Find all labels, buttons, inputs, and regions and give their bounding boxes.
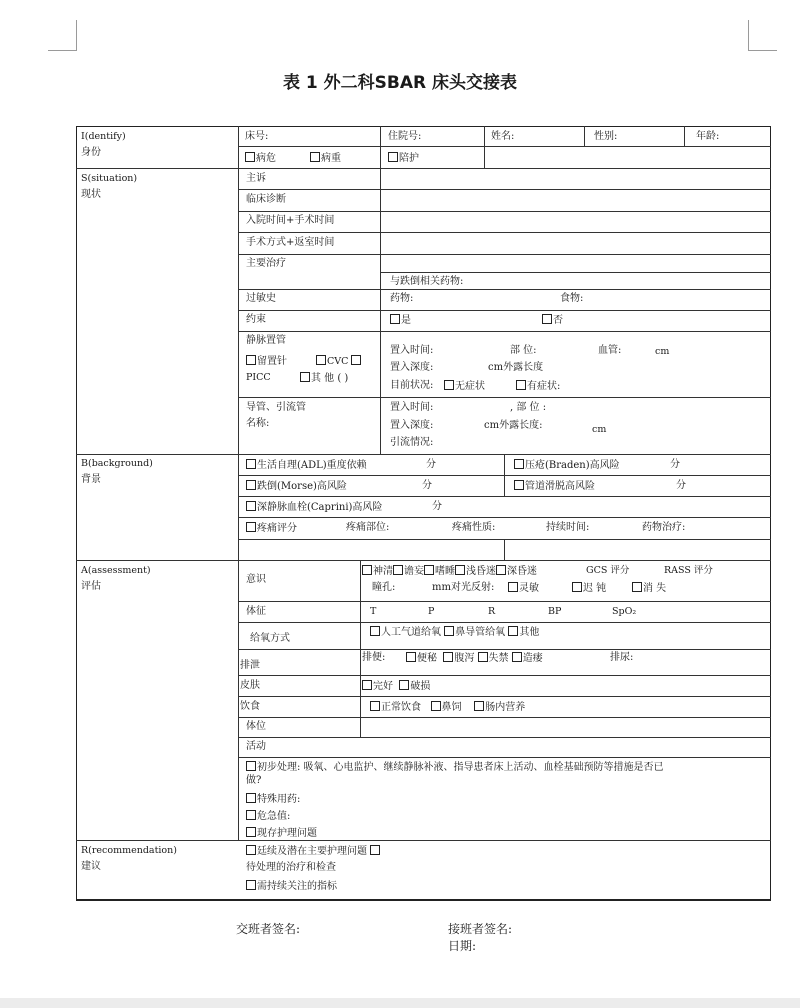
critical-value-checkbox[interactable]: 危急值: [246,810,290,823]
pain-score-checkbox[interactable]: 疼痛评分 [246,522,297,535]
slip-score-unit: 分 [676,480,686,491]
pupil-slow-checkbox[interactable]: 迟 钝 [572,582,606,595]
rass-score-field[interactable]: RASS 评分 [664,565,713,576]
vital-respiration[interactable]: R [488,606,496,617]
checkbox-box[interactable] [388,152,398,162]
iv-title: 静脉置管 [246,335,286,346]
checkbox-box[interactable] [390,314,400,324]
monitor-indicator-checkbox[interactable]: 需持续关注的指标 [246,880,337,893]
pain-drug-field[interactable]: 药物治疗: [642,522,686,533]
situation-label: S(situation) [81,173,138,184]
background-label: B(background) [81,458,153,469]
iv-time-field[interactable]: 置入时间: [390,345,434,356]
diet-label: 饮食 [240,701,260,712]
assessment-label: A(assessment) [81,565,151,576]
fall-drugs-field[interactable]: 与跌倒相关药物: [390,276,464,287]
handover-signature-field[interactable]: 交班者签名: [236,922,301,936]
col-divider [484,126,485,168]
drain-ext-field[interactable]: cm外露长度: [484,420,543,431]
activity-label: 活动 [246,741,266,752]
form-title: 表 1 外二科SBAR 床头交接表 [282,73,518,93]
checkbox-box[interactable] [516,380,526,390]
row-divider [238,517,771,518]
receiver-signature-field[interactable]: 接班者签名: [448,922,513,936]
nursing-problem-checkbox[interactable]: 现存护理问题 [246,827,317,840]
checkbox-box[interactable] [246,810,256,820]
checkbox-box[interactable] [443,652,453,662]
morse-checkbox[interactable]: 跌倒(Morse)高风险 [246,480,347,493]
checkbox-box[interactable] [370,845,380,855]
vital-blood-pressure[interactable]: BP [548,606,562,617]
row-divider [238,696,771,697]
main-treatment-label: 主要治疗 [246,258,286,269]
admission-time-label: 入院时间+手术时间 [246,215,335,226]
checkbox-box[interactable] [246,459,256,469]
oxygen-options[interactable]: 人工气道给氧 鼻导管给氧 其他 [370,626,539,639]
col-divider [684,126,685,146]
checkbox-box[interactable] [444,380,454,390]
row-divider [238,397,771,398]
skin-options[interactable]: 完好 破损 [362,680,430,693]
checkbox-box[interactable] [512,652,522,662]
date-field[interactable]: 日期: [448,939,477,953]
caprini-score-unit: 分 [432,501,442,512]
checkbox-box[interactable] [246,845,256,855]
pain-duration-field[interactable]: 持续时间: [546,522,590,533]
row-divider [380,272,771,273]
drain-status-field[interactable]: 引流情况: [390,437,434,448]
row-divider [238,310,771,311]
checkbox-box[interactable] [478,652,488,662]
row-divider [238,211,771,212]
recommendation-sub: 建议 [81,861,101,872]
drain-title: 导管、引流管 [246,402,306,413]
checkbox-box[interactable] [246,827,256,837]
pupil-field[interactable]: 瞳孔: [372,582,396,593]
slip-checkbox[interactable]: 管道滑脱高风险 [514,480,595,493]
checkbox-box[interactable] [310,152,320,162]
braden-score-unit: 分 [670,459,680,470]
vital-temperature[interactable]: T [370,606,377,617]
escort-checkbox[interactable]: 陪护 [388,152,419,165]
sbar-table [76,126,771,901]
checkbox-box[interactable] [246,355,256,365]
urine-field[interactable]: 排尿: [610,652,634,663]
identify-sub: 身份 [81,147,101,158]
row-divider [238,649,771,650]
pupil-sensitive-checkbox[interactable]: 灵敏 [508,582,539,595]
row-divider [238,146,771,147]
checkbox-box[interactable] [246,761,256,771]
col-divider [380,126,381,168]
row-divider [238,232,771,233]
patient-name-field[interactable]: 姓名: [491,131,515,142]
checkbox-box[interactable] [300,372,310,382]
position-label: 体位 [246,721,266,732]
iv-depth-field[interactable]: 置入深度: [390,362,434,373]
iv-ext-field[interactable]: cm外露长度 [488,362,544,373]
excretion-options[interactable]: 便秘 腹泻 失禁 造瘘 [406,652,543,665]
iv-cvc-checkbox[interactable]: CVC [316,355,362,368]
row-divider [238,675,771,676]
checkbox-box[interactable] [362,565,372,575]
page-corner-mark-left [48,20,77,51]
section-divider [76,560,771,561]
pain-site-field[interactable]: 疼痛部位: [346,522,390,533]
checkbox-box[interactable] [362,680,372,690]
row-divider [238,717,771,718]
checkbox-box[interactable] [474,701,484,711]
pupil-absent-checkbox[interactable]: 消 失 [632,582,666,595]
iv-indwelling-checkbox[interactable]: 留置针 [246,355,287,368]
morse-score-unit: 分 [422,480,432,491]
row-divider [238,737,771,738]
col-divider [380,397,381,454]
row-divider [238,622,771,623]
identify-label: I(dentify) [81,131,126,142]
diagnosis-label: 临床诊断 [246,194,286,205]
consciousness-label: 意识 [246,574,266,585]
gender-field[interactable]: 性别: [594,131,618,142]
situation-sub: 现状 [81,189,101,200]
label-column-divider [238,126,239,840]
assessment-sub: 评估 [81,581,101,592]
viewer-bottom-bar [0,998,800,1008]
checkbox-box[interactable] [542,314,552,324]
vital-pulse[interactable]: P [428,606,435,617]
checkbox-box[interactable] [246,793,256,803]
checkbox-box[interactable] [514,480,524,490]
iv-vessel-field[interactable]: 血管: [598,345,622,356]
checkbox-box[interactable] [370,701,380,711]
checkbox-box[interactable] [246,501,256,511]
diet-options[interactable]: 正常饮食 鼻饲 肠内营养 [370,701,525,714]
iv-cm-unit: cm [655,346,670,357]
vital-spo2[interactable]: SpO₂ [612,606,637,617]
restraint-yes-checkbox[interactable]: 是 [390,314,411,327]
checkbox-box[interactable] [572,582,582,592]
stool-label: 排便: [362,652,386,663]
checkbox-box[interactable] [406,652,416,662]
row-divider [238,331,771,332]
checkbox-box[interactable] [393,565,403,575]
drain-name-field[interactable]: 名称: [246,418,270,429]
col-divider [504,539,505,560]
initial-treatment-checkbox[interactable]: 初步处理: 吸氧、心电监护、继续静脉补液、指导患者床上活动、血栓基础预防等措施是否已 [246,761,664,774]
age-field[interactable]: 年龄: [696,131,720,142]
chief-complaint-label: 主诉 [246,173,266,184]
has-symptom-checkbox[interactable]: 有症状: [516,380,560,393]
adl-checkbox[interactable]: 生活自理(ADL)重度依赖 [246,459,367,472]
section-divider [76,454,771,455]
restraint-no-checkbox[interactable]: 否 [542,314,563,327]
severe-checkbox[interactable]: 病重 [310,152,341,165]
checkbox-box[interactable] [424,565,434,575]
checkbox-box[interactable] [246,480,256,490]
surgery-method-label: 手术方式+返室时间 [246,237,335,248]
page-corner-mark-right [748,20,777,51]
drain-site-field[interactable]: , 部 位 : [510,402,547,413]
row-divider [238,601,771,602]
restraint-label: 约束 [246,314,266,325]
ongoing-problem-checkbox[interactable]: 廷续及潜在主要护理问题 [246,845,381,858]
checkbox-box[interactable] [508,626,518,636]
col-divider [360,560,361,737]
no-symptom-checkbox[interactable]: 无症状 [444,380,485,393]
drain-time-field[interactable]: 置入时间: [390,402,434,413]
row-divider [238,496,771,497]
initial-treatment-cont: 做? [246,775,262,786]
excretion-label: 排泄 [240,660,260,671]
checkbox-box[interactable] [246,522,256,532]
allergy-label: 过敏史 [246,293,276,304]
checkbox-box[interactable] [496,565,506,575]
section-divider [76,168,771,169]
bed-number-field[interactable]: 床号: [245,131,269,142]
checkbox-box[interactable] [316,355,326,365]
hospital-number-field[interactable]: 住院号: [388,131,422,142]
checkbox-box[interactable] [246,880,256,890]
checkbox-box[interactable] [455,565,465,575]
vitals-label: 体征 [246,606,266,617]
iv-site-field[interactable]: 部 位: [510,345,537,356]
pupil-mm-field[interactable]: mm对光反射: [432,582,495,593]
gcs-score-field[interactable]: GCS 评分 [586,565,630,576]
recommendation-label: R(recommendation) [81,845,177,856]
drain-cm-unit: cm [592,424,607,435]
pain-nature-field[interactable]: 疼痛性质: [452,522,496,533]
braden-checkbox[interactable]: 压疮(Braden)高风险 [514,459,620,472]
checkbox-box[interactable] [431,701,441,711]
checkbox-box[interactable] [370,626,380,636]
checkbox-box[interactable] [514,459,524,469]
checkbox-box[interactable] [508,582,518,592]
allergy-drug-field[interactable]: 药物: [390,293,414,304]
special-drug-checkbox[interactable]: 特殊用药: [246,793,300,806]
skin-label: 皮肤 [240,680,260,691]
iv-status-label: 目前状况: [390,380,434,391]
row-divider [238,289,771,290]
section-divider [76,840,771,841]
oxygen-label: 给氧方式 [250,633,290,644]
checkbox-box[interactable] [351,355,361,365]
checkbox-box[interactable] [444,626,454,636]
iv-picc-label: PICC [246,372,271,383]
checkbox-box[interactable] [632,582,642,592]
col-divider [584,126,585,146]
row-divider [238,254,771,255]
pending-treatment-label: 待处理的治疗和检查 [246,862,336,873]
checkbox-box[interactable] [245,152,255,162]
col-divider [504,454,505,496]
row-divider [238,189,771,190]
consciousness-options[interactable]: 神清 谵妄 嗜睡 浅昏迷 深昏迷 [362,565,537,578]
adl-score-unit: 分 [426,459,436,470]
row-divider [238,757,771,758]
col-divider [380,168,381,397]
drain-depth-field[interactable]: 置入深度: [390,420,434,431]
critical-checkbox[interactable]: 病危 [245,152,276,165]
iv-other-checkbox[interactable]: 其 他 ( ) [300,372,348,385]
background-sub: 背景 [81,474,101,485]
checkbox-box[interactable] [399,680,409,690]
caprini-checkbox[interactable]: 深静脉血栓(Caprini)高风险 [246,501,382,514]
allergy-food-field[interactable]: 食物: [560,293,584,304]
